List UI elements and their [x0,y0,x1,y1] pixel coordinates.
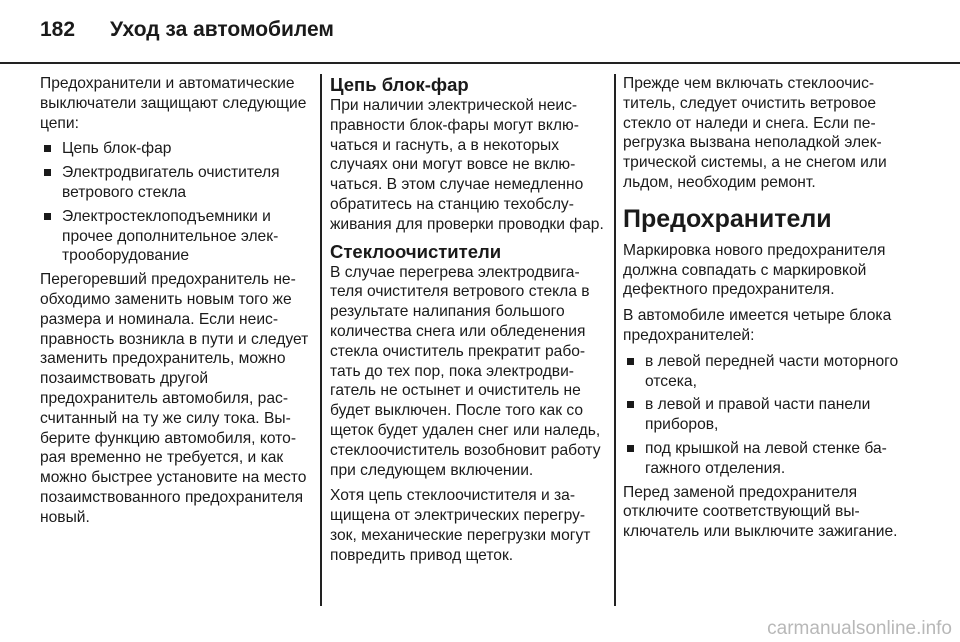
chapter-title: Уход за автомобилем [110,18,334,41]
list-item: Электростеклоподъемники и прочее дополнительное электрооборудование [40,207,312,266]
bullet-icon [627,358,634,365]
section-heading-headlamp-circuit: Цепь блок-фар [330,74,469,95]
column-2 [330,74,606,572]
bullet-icon [627,445,634,452]
section-heading-wipers: Стеклоочистители [330,240,502,262]
list-item: в левой передней части моторного отсека, [623,352,913,392]
bullet-icon [44,169,51,176]
list-item: под крышкой на левой стенке багажного отделения. [623,439,913,479]
bullet-icon [44,145,51,152]
column-3 [623,74,913,548]
bullet-icon [627,401,634,408]
headlamp-paragraph: При наличии электрической неисправности блок-фары могут включаться и гаснуть, а в некоторых случаях они могут вовсе не включаться. В этом случае немедленно обратитесь на станцию техобслуживания для проверки проводки фар. [330,97,604,233]
column-divider-2 [614,74,616,606]
page-number: 182 [40,18,76,41]
fuse-box-list [623,352,913,479]
header-divider [0,62,960,64]
fuse-marking-paragraph: Маркировка нового предохранителя должна совпадать с маркировкой дефектного предохранителя. [623,241,886,299]
section-heading-fuses: Предохранители [623,204,832,233]
circuit-list [40,139,312,266]
fuse-replacement-paragraph: Перегоревший предохранитель необходимо заменить новым того же размера и номинала. Если неисправность возникла в пути и следует заменить предохранитель, можно позаимствовать другой предохранитель автомобиля, рассчитанный на ту же силу тока. Выберите функцию автомобиля, которая временно не требуется, и как можно быстрее установите на место позаимствованного предохранителя новый. [40,271,309,526]
intro-paragraph: Предохранители и автоматические выключатели защищают следующие цепи: [40,75,307,132]
list-item: Цепь блок-фар [40,139,312,159]
watermark: carmanualsonline.info [767,618,952,639]
wiper-protection-paragraph: Хотя цепь стеклоочистителя и защищена от электрических перегрузок, механические перегрузки могут повредить привод щеток. [330,487,591,564]
bullet-icon [44,213,51,220]
before-replacement-paragraph: Перед заменой предохранителя отключите соответствующий выключатель или выключите зажигание. [623,483,898,541]
wiper-paragraph: В случае перегрева электродвигателя очистителя ветрового стекла в результате налипания большого количества снега или обледенения стекла очиститель прекратит работать до тех пор, пока электродвигатель не остынет и очиститель не будет выключен. После того как со щеток будет удален снег или наледь, стеклоочиститель возобновит работу при следующем включении. [330,263,601,479]
fuse-box-count-paragraph: В автомобиле имеется четыре блока предохранителей: [623,307,892,344]
page-header [40,18,334,48]
column-divider-1 [320,74,322,606]
list-item: Электродвигатель очистителя ветрового стекла [40,163,312,203]
list-item: в левой и правой части панели приборов, [623,395,913,435]
column-1 [40,74,312,534]
wiper-cleaning-paragraph: Прежде чем включать стеклоочиститель, следует очистить ветровое стекло от наледи и снега. Если перегрузка вызвана неполадкой электрической системы, а не снегом или льдом, необходим ремонт. [623,75,887,191]
